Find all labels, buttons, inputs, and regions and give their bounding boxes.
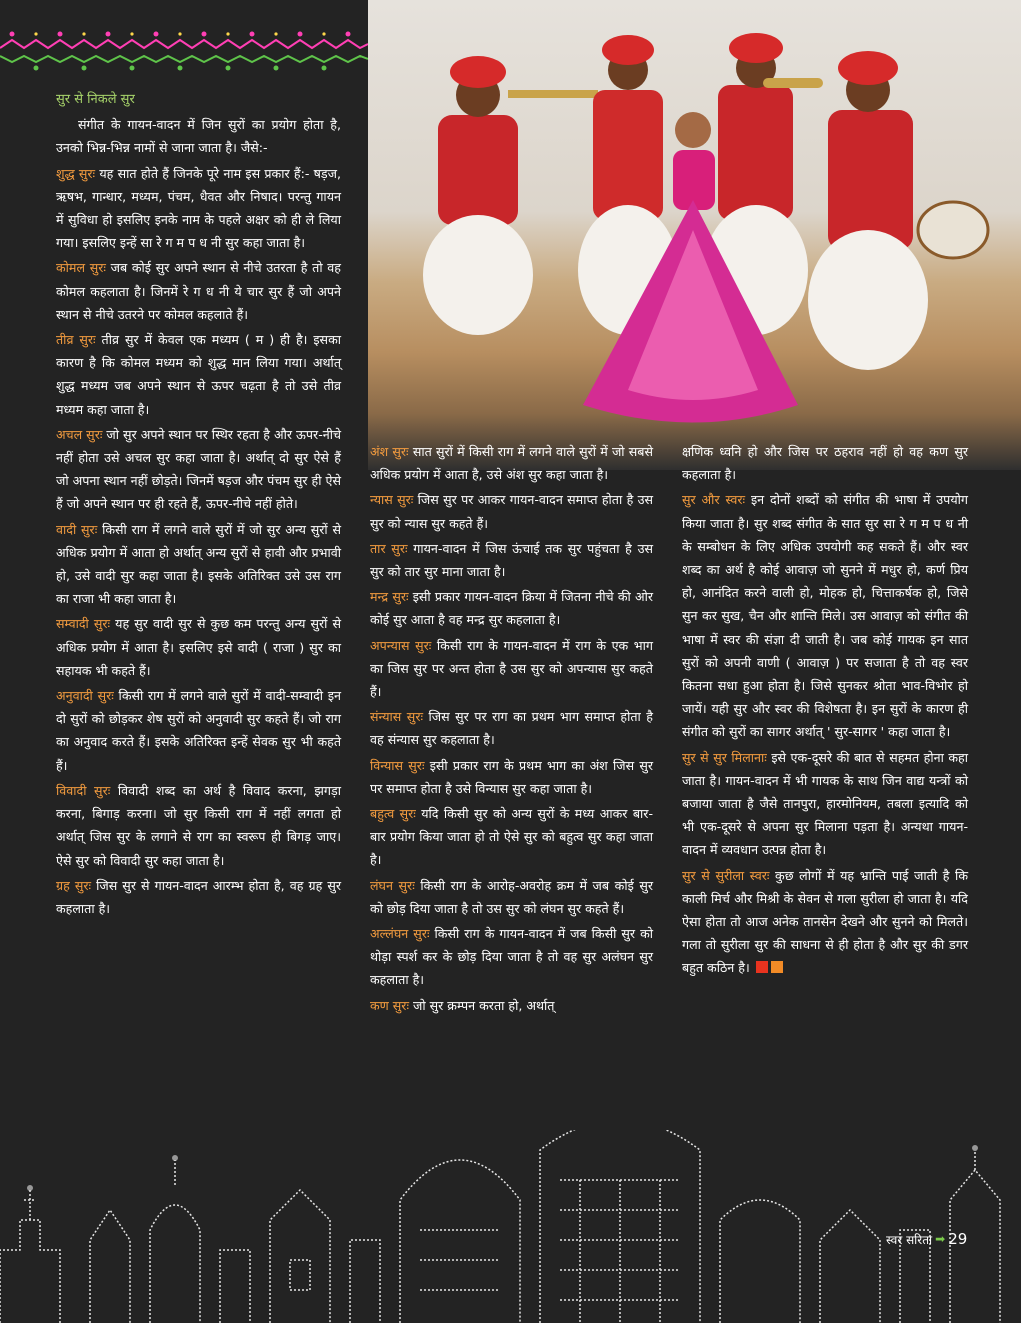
entry-vivaadi-sur (56, 779, 341, 872)
entry-sanyaas-sur (370, 705, 653, 751)
entry-text: किसी राग में लगने वाले सुरों में जो सुर अन्य सुरों से अधिक प्रयोग में आता हो अर्थात् अन्य सुरों से हावी और प्रभावी हो, उसे वादी सुर कहा जाता है। इसके अतिरिक्त उसे उस राग का राजा भी कहा जाता है। (56, 521, 341, 607)
entry-text: कुछ लोगों में यह भ्रान्ति पाई जाती है कि काली मिर्च और मिश्री के सेवन से गला सुरीला हो जाता है। यदि ऐसा होता तो आज अनेक तानसेन देखने और सुनने को मिलते। गला तो सुरीला सुर की साधना से ही होता है और सुर की डगर बहुत कठिन है। (682, 867, 968, 976)
term-label: संन्यास सुरः (370, 709, 424, 725)
term-label: मन्द्र सुरः (370, 589, 409, 605)
page-footer (886, 1230, 967, 1248)
term-label: सम्वादी सुरः (56, 616, 111, 632)
entry-komal-sur (56, 256, 341, 326)
entry-sur-se-surila-swar (682, 864, 968, 981)
term-label: ग्रह सुरः (56, 877, 92, 893)
end-marker-icon (756, 957, 786, 980)
entry-text: जो सुर अपने स्थान पर स्थिर रहता है और ऊपर-नीचे नहीं होता उसे अचल सुर कहा जाता है। अर्थात् दो सुर ऐसे हैं जो अपना स्थान नहीं छोड़ते। जिनमें षड़ज और पंचम सुर ही ऐसे हैं जो अपने स्थान पर ही रहते हैं, ऊपर-नीचे नहीं होते। (56, 426, 341, 512)
term-label: शुद्ध सुरः (56, 165, 96, 181)
entry-text: इसी प्रकार गायन-वादन क्रिया में जितना नीचे की ओर कोई सुर आता है वह मन्द्र सुर कहलाता है। (370, 589, 653, 628)
term-label: तार सुरः (370, 540, 408, 556)
term-label: अंश सुरः (370, 444, 409, 459)
term-label: विवादी सुरः (56, 782, 111, 798)
entry-achal-sur (56, 423, 341, 516)
entry-text: जिस सुर से गायन-वादन आरम्भ होता है, वह ग्रह सुर कहलाता है। (56, 877, 341, 916)
entry-vaadi-sur (56, 518, 341, 611)
term-label: सुर से सुर मिलानाः (682, 749, 767, 765)
entry-text: जिस सुर पर राग का प्रथम भाग समाप्त होता है वह संन्यास सुर कहलाता है। (370, 709, 653, 748)
folk-dancers-photo (368, 0, 1021, 470)
entry-text: इसी प्रकार राग के प्रथम भाग का अंश जिस सुर पर समाप्त होता है उसे विन्यास सुर कहा जाता है। (370, 757, 653, 796)
intro-paragraph: संगीत के गायन-वादन में जिन सुरों का प्रयोग होता है, उनको भिन्न-भिन्न नामों से जाना जाता है। जैसे:- (56, 117, 341, 156)
term-label: अपन्यास सुरः (370, 637, 432, 653)
entry-sur-se-sur-milana (682, 746, 968, 862)
entry-anuvaadi-sur (56, 684, 341, 777)
entry-text: जिस सुर पर आकर गायन-वादन समाप्त होता है उस सुर को न्यास सुर कहते हैं। (370, 492, 653, 531)
entry-vinyaas-sur (370, 754, 653, 800)
entry-text: यह सुर वादी सुर से कुछ कम परन्तु अन्य सुरों से अधिक प्रयोग में आता है। इसलिए इसे वादी ( राजा ) सुर का सहायक भी कहते हैं। (56, 616, 341, 678)
arrow-right-icon: ➡ (935, 1232, 946, 1246)
term-label: सुर से सुरीला स्वरः (682, 867, 770, 883)
column-2 (370, 440, 653, 1017)
entry-text: सात सुरों में किसी राग में लगने वाले सुरों में जो सबसे अधिक प्रयोग में आता है, उसे अंश सुर कहा जाता है। (370, 444, 653, 483)
entry-text: जब कोई सुर अपने स्थान से नीचे उतरता है तो वह कोमल कहलाता है। जिनमें रे ग ध नी ये चार सुर हैं जो अपने स्थान से नीचे उतरने पर कोमल कहलाते हैं। (56, 260, 341, 322)
entry-taar-sur (370, 537, 653, 583)
term-label: अल्लंघन सुरः (370, 926, 430, 942)
term-label: न्यास सुरः (370, 492, 414, 508)
section-title: सुर से निकले सुर (56, 92, 135, 107)
column-1 (56, 88, 341, 920)
continuation-text: क्षणिक ध्वनि हो और जिस पर ठहराव नहीं हो वह कण सुर कहलाता है। (682, 444, 968, 483)
term-label: बहुत्व सुरः (370, 806, 416, 822)
term-label: अनुवादी सुरः (56, 688, 114, 704)
magazine-name: स्वर सरिता (886, 1232, 933, 1247)
term-label: लंघन सुरः (370, 877, 415, 893)
entry-text: यदि किसी सुर को अन्य सुरों के मध्य आकर बार-बार प्रयोग किया जाता हो तो ऐसे सुर को बहुत्व सुर कहा जाता है। (370, 806, 653, 868)
entry-mandra-sur (370, 585, 653, 631)
entry-sur-aur-swar (682, 488, 968, 743)
cityscape-illustration (0, 1130, 1021, 1323)
entry-samvaadi-sur (56, 612, 341, 682)
entry-text: किसी राग में लगने वाले सुरों में वादी-सम्वादी इन दो सुरों को छोड़कर शेष सुरों को अनुवादी सुर कहते हैं। जो राग का अनुवाद करते हैं। इसके अतिरिक्त इन्हें सेवक सुर भी कहते हैं। (56, 688, 341, 773)
page-number: 29 (948, 1230, 968, 1248)
entry-text: किसी राग के आरोह-अवरोह क्रम में जब कोई सुर को छोड़ दिया जाता है तो उस सुर को लंघन सुर कहते हैं। (370, 877, 654, 916)
term-label: वादी सुरः (56, 521, 98, 537)
entry-text: तीव्र सुर में केवल एक मध्यम ( म ) ही है। इसका कारण है कि कोमल मध्यम को शुद्ध मान लिया गया। अर्थात् शुद्ध मध्यम जब अपने स्थान से ऊपर चढ़ता है तो उसे तीव्र मध्यम कहा जाता है। (56, 332, 341, 417)
column-3 (682, 440, 968, 981)
entry-text: यह सात होते हैं जिनके पूरे नाम इस प्रकार हैं:- षड़ज, ऋषभ, गान्धार, मध्यम, पंचम, धैवत और निषाद। परन्तु गायन में सुविधा हो इसलिए इनके नाम के पहले अक्षर को ही ले लिया गया। इसलिए इन्हें सा रे ग म प ध नी सुर कहा जाता है। (56, 165, 341, 251)
term-label: कण सुरः (370, 997, 409, 1013)
entry-text: जो सुर क्रम्पन करता हो, अर्थात् (409, 997, 555, 1013)
entry-text: गायन-वादन में जिस ऊंचाई तक सुर पहुंचता है उस सुर को तार सुर माना जाता है। (370, 540, 653, 580)
term-label: तीव्र सुरः (56, 332, 96, 348)
entry-shuddh-sur (56, 162, 341, 255)
term-label: कोमल सुरः (56, 260, 106, 276)
entry-apanyaas-sur (370, 634, 653, 704)
folk-dancers-photo-icon (368, 0, 1021, 470)
entry-langhan-sur (370, 874, 653, 920)
term-label: अचल सुरः (56, 426, 103, 442)
entry-ansh-sur (370, 440, 653, 486)
entry-text: इसे एक-दूसरे की बात से सहमत होना कहा जाता है। गायन-वादन में भी गायक के साथ जिन वाद्य यन्त्रों को बजाया जाता है जैसे तानपुरा, हारमोनियम, तबला इत्यादि को भी एक-दूसरे से अपना सुर मिलाना पड़ता है। अन्यथा गायन-वादन में व्यवधान उत्पन्न होता है। (682, 749, 968, 858)
term-label: सुर और स्वरः (682, 492, 746, 508)
entry-text: इन दोनों शब्दों को संगीत की भाषा में उपयोग किया जाता है। सुर शब्द संगीत के सात सुर सा रे ग म प ध नी के सम्बोधन के लिए अधिक उपयोगी कह सकते हैं। और स्वर शब्द का अर्थ है कोई आवाज़ जो सुनने में मधुर हो, कर्ण प्रिय हो, आनंदित करने वाली हो, मोहक हो, चित्ताकर्षक हो, जिसे सुन कर सुख, चैन और शान्ति मिले। उस आवाज़ को संगीत की भाषा में स्वर की संज्ञा दी जाती है। जब कोई गायक इन सात सुरों को अपनी वाणी ( आवाज़ ) पर सजाता है तो वह स्वर कितना सधा हुआ होता है। जिसे सुनकर श्रोता भाव-विभोर हो जायें। यही सुर और स्वर की विशेषता है। इन सुरों के कारण ही संगीत को सुरों का सागर अर्थात् ' सुर-सागर ' कहा जाता है। (682, 492, 968, 740)
term-label: विन्यास सुरः (370, 757, 425, 773)
entry-grah-sur (56, 874, 341, 920)
entry-nyaas-sur (370, 488, 653, 534)
entry-kan-sur (370, 994, 653, 1017)
entry-allanghan-sur (370, 922, 653, 992)
entry-text: विवादी शब्द का अर्थ है विवाद करना, झगड़ा करना, बिगाड़ करना। जो सुर किसी राग में नहीं लगता हो अर्थात् जिस सुर के लगाने से राग का स्वरूप ही बिगड़ जाए। ऐसे सुर को विवादी सुर कहा जाता है। (56, 782, 341, 868)
entry-text: किसी राग के गायन-वादन में राग के एक भाग का जिस सुर पर अन्त होता है उस सुर को अपन्यास सुर कहते हैं। (370, 637, 653, 700)
entry-teevra-sur (56, 328, 341, 421)
entry-text: किसी राग के गायन-वादन में जब किसी सुर को थोड़ा स्पर्श कर के छोड़ दिया जाता है तो वह सुर अलंघन सुर कहलाता है। (370, 926, 654, 988)
decorative-zigzag-border (0, 0, 368, 80)
entry-bahutva-sur (370, 802, 653, 872)
